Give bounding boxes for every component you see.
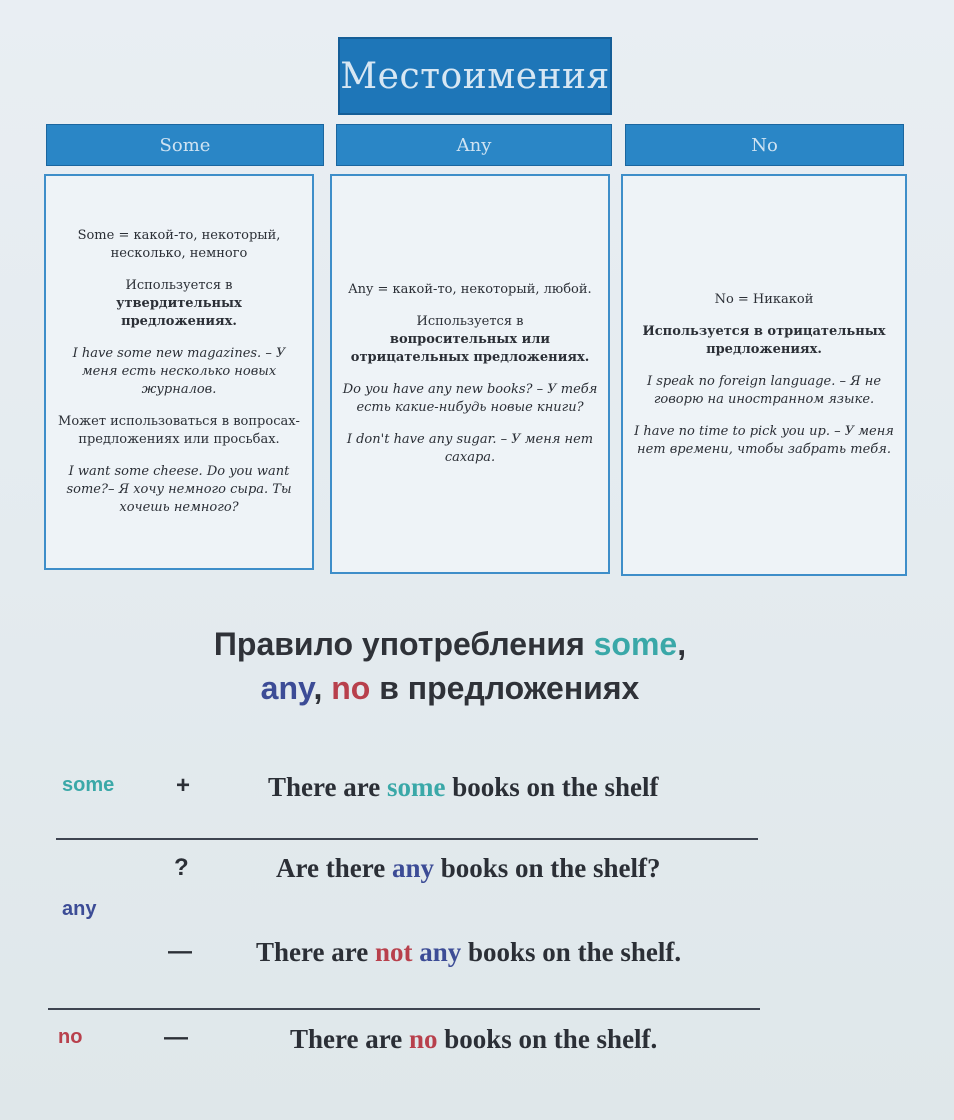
question-sentence — [276, 853, 661, 884]
negative-sentence — [256, 937, 681, 968]
any-usage-label: Используется в — [416, 314, 524, 330]
question-sentence-start: Are there — [276, 853, 392, 883]
column-body-any — [330, 174, 610, 574]
no-sentence-end: books on the shelf. — [437, 1024, 658, 1054]
any-usage — [342, 313, 598, 367]
rule-title — [60, 622, 840, 710]
rule-title-text-1: Правило употребления — [213, 626, 594, 662]
any-definition: Any = какой-то, некоторый, любой. — [348, 282, 592, 298]
question-sentence-word: any — [391, 853, 434, 883]
some-sentence-end: books on the shelf — [445, 772, 659, 802]
rule-title-comma-2: , — [313, 670, 332, 706]
negative-sentence-any: any — [419, 937, 462, 967]
some-example-1: I have some new magazines. – У меня есть несколько новых журналов. — [72, 346, 286, 397]
negative-sentence-start: There are — [256, 937, 375, 967]
some-usage-label: Используется в — [125, 278, 233, 294]
minus-symbol-2: — — [164, 1024, 188, 1051]
any-example-2: I don't have any sugar. – У меня нет сахара. — [346, 431, 594, 465]
some-example-2: I want some cheese. Do you want some?– Я хочу немного сыра. Ты хочешь немного? — [66, 463, 292, 515]
any-example-1: Do you have any new books? – У тебя есть какие-нибудь новые книги? — [342, 382, 598, 415]
some-definition: Some = какой-то, некоторый, несколько, немного — [77, 228, 281, 262]
no-sentence — [290, 1024, 657, 1055]
some-sentence-word: some — [386, 772, 446, 802]
rule-title-some: some — [593, 626, 678, 662]
some-usage-type: утвердительных предложениях. — [116, 296, 242, 330]
negative-sentence-end: books on the shelf. — [461, 937, 682, 967]
some-sentence — [268, 772, 659, 803]
negative-sentence-not: not — [374, 937, 413, 967]
page-title: Местоимения — [338, 37, 612, 115]
some-usage-2: Может использоваться в вопросах-предложениях или просьбах. — [58, 413, 300, 447]
no-example-2: I have no time to pick you up. – У меня нет времени, чтобы забрать тебя. — [634, 423, 894, 457]
rule-title-any: any — [260, 670, 314, 706]
no-sentence-word: no — [408, 1024, 438, 1054]
question-sentence-end: books on the shelf? — [433, 853, 661, 883]
column-header-no: No — [625, 124, 904, 166]
no-sentence-start: There are — [290, 1024, 409, 1054]
no-definition: No = Никакой — [714, 292, 814, 308]
divider-2 — [48, 1008, 760, 1010]
no-usage: Используется в отрицательных предложениях. — [642, 324, 886, 358]
any-tag: any — [62, 898, 97, 920]
rule-title-no: no — [331, 670, 371, 706]
column-header-some: Some — [46, 124, 324, 166]
no-example-1: I speak no foreign language. – Я не говорю на иностранном языке. — [646, 374, 882, 407]
column-header-any: Any — [336, 124, 612, 166]
any-usage-type: вопросительных или отрицательных предложениях. — [350, 332, 590, 366]
no-tag: no — [58, 1026, 83, 1048]
some-sentence-start: There are — [268, 772, 387, 802]
rule-title-comma-1: , — [677, 626, 687, 662]
plus-symbol: + — [176, 772, 191, 799]
rule-title-text-2: в предложениях — [370, 670, 640, 706]
column-body-no — [621, 174, 907, 576]
minus-symbol-1: — — [168, 938, 192, 965]
some-tag: some — [62, 774, 115, 796]
column-body-some — [44, 174, 314, 570]
question-symbol: ? — [174, 854, 189, 881]
some-usage — [56, 277, 302, 331]
divider-1 — [56, 838, 758, 840]
